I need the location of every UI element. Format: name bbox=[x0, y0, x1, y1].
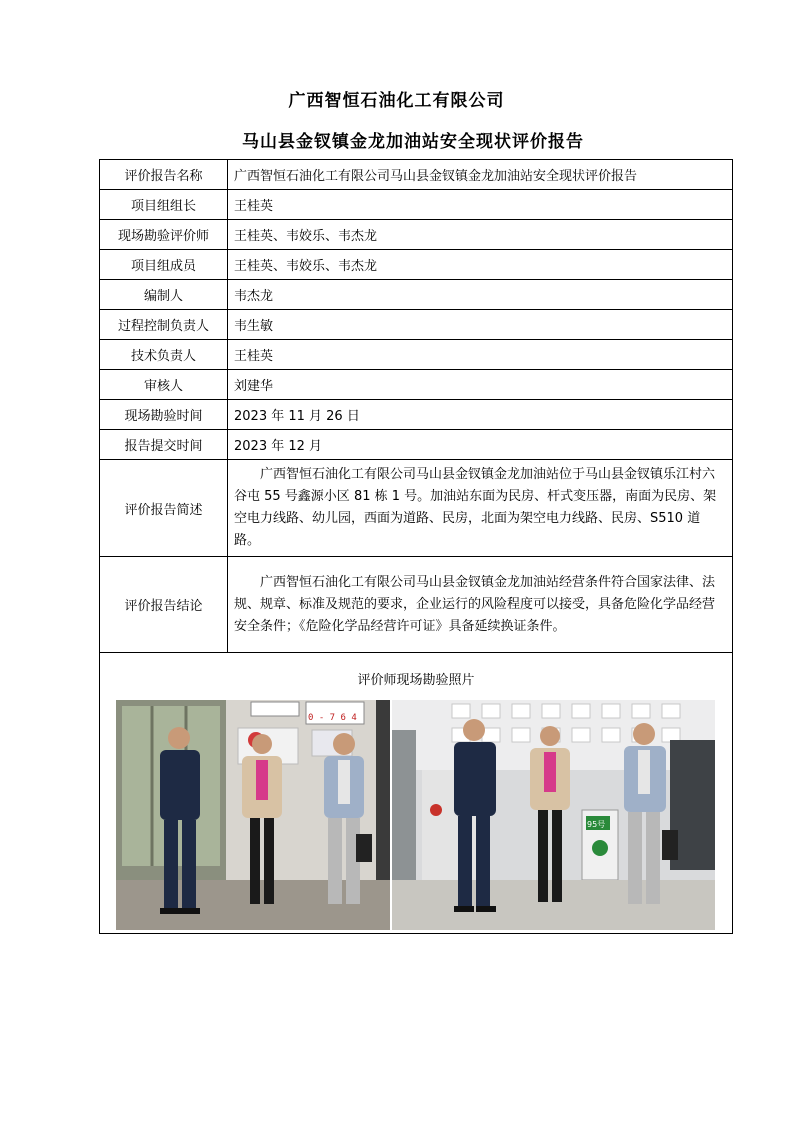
table-row bbox=[100, 557, 733, 653]
row-value-compiler: 韦杰龙 bbox=[228, 280, 733, 310]
pump-label-text: 95号 bbox=[587, 819, 606, 829]
conclusion-text: 广西智恒石油化工有限公司马山县金钗镇金龙加油站经营条件符合国家法律、法规、规章、标准及规范的要求，企业运行的风险程度可以接受，具备危险化学品经营安全条件；《危险化学品经营许可证》具备延续换证条件。 bbox=[228, 557, 733, 653]
conclusion-label: 评价报告结论 bbox=[100, 557, 228, 653]
site-photo-2 bbox=[392, 700, 715, 930]
company-name: 广西智恒石油化工有限公司 bbox=[288, 91, 505, 111]
table-row bbox=[100, 250, 733, 280]
row-label-site-assessors: 现场勘验评价师 bbox=[100, 220, 228, 250]
row-value-report-name: 广西智恒石油化工有限公司马山县金钗镇金龙加油站安全现状评价报告 bbox=[228, 160, 733, 190]
row-label-project-leader: 项目组组长 bbox=[100, 190, 228, 220]
table-row bbox=[100, 310, 733, 340]
row-value-project-leader: 王桂英 bbox=[228, 190, 733, 220]
table-row bbox=[100, 160, 733, 190]
photo-section bbox=[100, 653, 733, 934]
row-value-technical-lead: 王桂英 bbox=[228, 340, 733, 370]
row-value-reviewer: 刘建华 bbox=[228, 370, 733, 400]
summary-label: 评价报告简述 bbox=[100, 460, 228, 557]
table-row bbox=[100, 460, 733, 557]
row-label-compiler: 编制人 bbox=[100, 280, 228, 310]
table-row bbox=[100, 280, 733, 310]
table-row bbox=[100, 400, 733, 430]
site-photo-1 bbox=[116, 700, 390, 930]
report-info-table bbox=[99, 159, 733, 934]
table-row bbox=[100, 220, 733, 250]
row-label-process-control: 过程控制负责人 bbox=[100, 310, 228, 340]
row-value-team-members: 王桂英、韦姣乐、韦杰龙 bbox=[228, 250, 733, 280]
sign-number-text: 0 - 7 6 4 bbox=[308, 712, 357, 723]
row-value-process-control: 韦生敏 bbox=[228, 310, 733, 340]
photo-strip bbox=[116, 700, 716, 930]
row-value-inspection-date: 2023 年 11 月 26 日 bbox=[228, 400, 733, 430]
row-label-team-members: 项目组成员 bbox=[100, 250, 228, 280]
table-row bbox=[100, 653, 733, 934]
row-label-reviewer: 审核人 bbox=[100, 370, 228, 400]
table-row bbox=[100, 430, 733, 460]
row-value-submission-date: 2023 年 12 月 bbox=[228, 430, 733, 460]
row-label-technical-lead: 技术负责人 bbox=[100, 340, 228, 370]
table-row bbox=[100, 190, 733, 220]
summary-text: 广西智恒石油化工有限公司马山县金钗镇金龙加油站位于马山县金钗镇乐江村六谷屯 55 号鑫源小区 81 栋 1 号。加油站东面为民房、杆式变压器，南面为民房、架空电力线路、幼儿园，西面为道路、民房，北面为架空电力线路、民房、S510 道路。 bbox=[228, 460, 733, 557]
row-label-report-name: 评价报告名称 bbox=[100, 160, 228, 190]
row-label-inspection-date: 现场勘验时间 bbox=[100, 400, 228, 430]
table-row bbox=[100, 340, 733, 370]
row-value-site-assessors: 王桂英、韦姣乐、韦杰龙 bbox=[228, 220, 733, 250]
row-label-submission-date: 报告提交时间 bbox=[100, 430, 228, 460]
photo-caption: 评价师现场勘验照片 bbox=[357, 672, 475, 688]
table-row bbox=[100, 370, 733, 400]
report-title: 马山县金钗镇金龙加油站安全现状评价报告 bbox=[242, 132, 584, 152]
